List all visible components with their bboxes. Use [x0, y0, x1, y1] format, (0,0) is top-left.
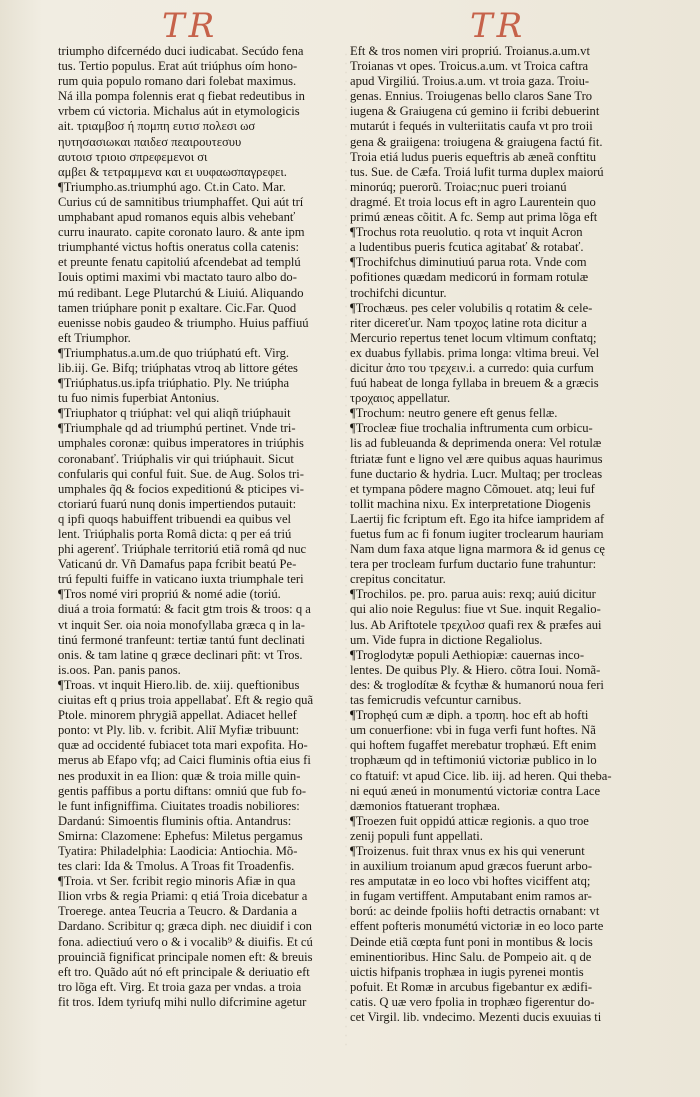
- text-line: in fugam vertiffent. Amputabant enim ramos ar-: [350, 889, 592, 904]
- text-line: des: & troglodítæ & fcythæ & humanorú noua feri: [350, 677, 604, 692]
- text-line: onis. & tam latine q græce declinari pñt: vt Tros.: [58, 647, 303, 662]
- text-line: Troerege. antea Teucria a Teucro. & Dardania a: [58, 904, 297, 919]
- text-line: Nam dum faxa atque ligna marmora & id genus cę: [350, 542, 605, 557]
- text-line: umphales q̃q & focios expeditionú & pticipes vi-: [58, 481, 304, 496]
- text-line: αμβει & τετραμμενα και ει υυφαωσπαγρεφει.: [58, 164, 287, 179]
- text-line: pofuit. Et Romæ in arcubus figebantur ex ædifi-: [350, 979, 593, 994]
- text-line: um. Vide fupra in dictione Regaliolus.: [350, 632, 543, 647]
- text-line: Curius cú de samnitibus triumphaffet. Qui aút trí: [58, 194, 304, 209]
- text-line: eminentioribus. Hinc Salu. de Pompeio ait. q de: [350, 949, 592, 964]
- text-line: triumpho difcernédo duci iudicabat. Secúdo fena: [58, 44, 304, 58]
- text-line: ¶Trochilos. pe. pro. parua auis: rexq; auiú dicitur: [350, 587, 596, 602]
- text-line: Smirna: Clazomene: Ephefus: Miletus pergamus: [58, 828, 303, 843]
- text-line: ¶Tros nomé viri propriú & nomé adie (toriú.: [58, 587, 281, 602]
- text-line: vt inquit Ser. oia noia monofyllaba græca q in la-: [58, 617, 305, 632]
- text-line: prouinciã fignificat principale nomen eft: & breuis: [58, 949, 313, 964]
- text-line: Troia etiá ludus pueris equeftris ab æneã conftitu: [350, 149, 597, 164]
- text-line: et preunte fenatu capitoliú afcendebat ad templú: [58, 255, 301, 270]
- text-line: τροχαιος appellatur.: [350, 391, 451, 406]
- text-line: coronabanť. Triúphalis vir qui triúphauit. Sicut: [58, 451, 294, 466]
- text-line: ¶Triumphale qd ad triumphú pertinet. Vnde tri-: [58, 421, 296, 436]
- text-line: ni equú æneú in monumentú victoriæ contra Lace: [350, 783, 601, 798]
- text-line: vrbem cú victoria. Michalus aút in etymologicis: [58, 104, 300, 119]
- text-line: lis ad fubleuanda & deprimenda onera: Vel rotulæ: [350, 436, 602, 451]
- text-line: fuú habeat de longa fyllaba in breuem & a græcis: [350, 376, 599, 391]
- text-line: gena & graiigena: troiugena & graiugena factú fit.: [350, 134, 603, 149]
- text-line: dicitur ἀπο του τρεχειν.i. a curredo: quia curfum: [350, 360, 594, 375]
- text-line: ¶Triumpho.as.triumphú ago. Ct.in Cato. Mar.: [58, 179, 286, 194]
- text-line: confularis qui conful fuit. Sue. de Aug. Solos tri-: [58, 466, 304, 481]
- text-line: ¶Trophęú cum æ diph. a τροπη. hoc eft ab hofti: [350, 708, 589, 723]
- text-line: crepitus concitatur.: [350, 572, 446, 587]
- text-line: lent. Triúphalis porta Româ dicta: q per eá triú: [58, 527, 292, 541]
- text-line: gentis paffibus a portu diftans: omniú que fub fo-: [58, 783, 307, 798]
- text-line: ¶Troia. vt Ser. fcribit regio minoris Afiæ in qua: [58, 874, 296, 889]
- text-line: fit tros. Idem tyriufq mihi nullo difcrimine agetur: [58, 994, 307, 1009]
- text-line: Tyatira: Philadelphia: Laodicia: Antiochia. Mõ-: [58, 843, 298, 858]
- text-line: zenij populi funt appellati.: [350, 828, 483, 843]
- text-line: le funt infigniffima. Ciuitates troadis nobiliores:: [58, 798, 300, 813]
- text-line: trochifchi dicuntur.: [350, 285, 447, 300]
- text-line: nes produxit in ea Ilion: quæ & troia mille quin-: [58, 768, 301, 783]
- text-line: Troianas vt opes. Troicus.a.um. vt Troica caftra: [350, 59, 589, 74]
- text-line: effent pofteris monumétú victoriæ in eo loco parte: [350, 919, 604, 934]
- text-line: apud Virgiliú. Troius.a.um. vt troia gaza. Troiu-: [350, 74, 590, 89]
- text-line: uictis hifpanis trophæa in iugis pyrenei montis: [350, 964, 584, 979]
- text-line: lib.iij. Ge. Bifq; triúphatas vtroq ab littore gétes: [58, 360, 298, 375]
- text-line: tinú fermoné tranfeunt: tertiæ tantú funt declinati: [58, 632, 305, 647]
- text-line: lus. Ab Ariftotele τρεχιλοσ quafi rex & præfes aui: [350, 617, 602, 632]
- text-line: diuá a troia formatú: & facit gtm trois & troos: q a: [58, 602, 311, 617]
- text-line: curru inaurato. capite coronato lauro. & ante ipm: [58, 225, 305, 240]
- text-line: umphales coronæ: quibus imperatores in triúphis: [58, 436, 304, 451]
- text-line: ború: ac deinde fpoliis hofti detractis ornabant: vt: [350, 904, 600, 919]
- text-line: umphabant apud romanos equis albis vehebanť: [58, 210, 296, 225]
- text-line: Dardanú: Simoentis fluminis oftia. Antandrus:: [58, 813, 292, 828]
- text-line: dæmonios ftatuerant trophæa.: [350, 798, 501, 813]
- text-line: Mercurio repertus tenet locum vltimum conftatq;: [350, 330, 597, 345]
- text-line: dragmé. Et troia locus eft in agro Laurentein quo: [350, 194, 596, 209]
- text-line: riter dicereťur. Nam τροχος latine rota dicitur a: [350, 315, 587, 330]
- text-line: triumphanté victus hoftis oneratus colla catenis:: [58, 240, 299, 255]
- text-line: q ipfi quoqs habuiffent tribuendi ea quibus vel: [58, 511, 292, 526]
- text-line: tamen triúphare ponit p exaltare. Cic.Far. Quod: [58, 300, 297, 315]
- running-head-right: TR: [470, 6, 527, 46]
- text-line: res amputatæ in eo loco vbi hoftes viciffent atq;: [350, 874, 591, 889]
- text-line: eft Triumphor.: [58, 330, 131, 345]
- text-line: trú fepulti fuiffe in vaticano iuxta triumphale teri: [58, 572, 304, 587]
- text-line: cet Virgil. lib. vndecimo. Mezenti ducis exuuias ti: [350, 1010, 602, 1024]
- text-line: ¶Troizenus. fuit thrax vnus ex his qui venerunt: [350, 843, 585, 858]
- text-line: ponto: vt Ply. lib. v. fcribit. Aliĭ Myfiæ tribuunt:: [58, 723, 300, 738]
- text-line: Ilion vrbs & regia Priami: q etiá Troia dicebatur a: [58, 889, 308, 904]
- text-line: fuetus fum ac fi fonum iugiter troclearum hauriam: [350, 527, 604, 541]
- text-line: tus. Tertio populus. Erat aút triúphus oím hono-: [58, 59, 298, 74]
- text-line: primú æneas cõitit. A fc. Semp aut prima lõga eft: [350, 210, 598, 225]
- text-line: ¶Triumphatus.a.um.de quo triúphatú eft. Virg.: [58, 345, 290, 360]
- text-line: um conuerfione: vbi in fuga verfi funt hoftes. Nã: [350, 723, 596, 738]
- text-line: tera per trocleam furfum ductario fune trahuntur:: [350, 557, 597, 572]
- text-line: et tympana pôdere magno Cõmouet. atq; leui fuf: [350, 481, 595, 496]
- text-line: ¶Troglodytæ populi Aethiopiæ: cauernas inco-: [350, 647, 585, 662]
- text-line: genas. Ennius. Troiugenas bello claros Sane Tro: [350, 89, 593, 104]
- text-line: qui hoftem fugaffet merebatur trophæú. Eft enim: [350, 738, 597, 753]
- text-line: ¶Trochifchus diminutiuú parua rota. Vnde com: [350, 255, 587, 270]
- text-line: lentes. De quibus Ply. & Hiero. cõtra Ioui. Nomã-: [350, 662, 601, 677]
- text-line: a ludentibus pueris fcutica agitabať & rotabať.: [350, 240, 584, 255]
- text-line: ¶Triuphator q triúphat: vel qui aliqñ triúphauit: [58, 406, 291, 421]
- text-line: eft tro. Quãdo aút nó eft principale & deriuatio eft: [58, 964, 310, 979]
- text-line: ηυτησασιωκαι παιδεσ πεαιρουτεσυυ: [58, 134, 242, 149]
- text-line: fune ductario & hydria. Lucr. Multaq; per trocleas: [350, 466, 603, 481]
- text-line: mú redibant. Lege Plutarchú & Liuiú. Aliquando: [58, 285, 304, 300]
- text-line: ftriatæ funt e ligno vel ære quibus aquas haurimus: [350, 451, 603, 466]
- text-line: minorúq; puerorũ. Troiac;nuc pueri troianú: [350, 179, 567, 194]
- text-line: Ná illa pompa folennis erat q fiebat redeutibus in: [58, 89, 305, 104]
- text-line: ¶Triúphatus.us.ipfa triúphatio. Ply. Ne triúpha: [58, 376, 290, 391]
- text-line: Vaticanú dr. Vñ Damafus papa fcribit beatú Pe-: [58, 557, 297, 572]
- text-line: Dardano. Scribitur q; græca diph. nec diuidif i con: [58, 919, 312, 934]
- text-line: tes clari: Ida & Tmolus. A Troas fit Troadenfis.: [58, 859, 295, 874]
- text-line: merus ab Efapo vfq; ad Caici fluminis oftia eius fi: [58, 753, 311, 768]
- text-line: Deinde etiã cœpta funt poni in montibus & locis: [350, 934, 593, 949]
- text-line: Eft & tros nomen viri propriú. Troianus.a.um.vt: [350, 44, 590, 58]
- text-line: ciuitas eft q prius troia appellabať. Eft & regio quã: [58, 693, 314, 708]
- text-line: ¶Trochæus. pes celer volubilis q rotatim & cele-: [350, 300, 593, 315]
- text-line: ait. τριαμβοσ ή πομπη ευτισ πολεσι ωσ: [58, 119, 256, 134]
- text-line: catis. Q uæ vero fpolia in trophæo figerentur do-: [350, 994, 595, 1009]
- text-column-right: [350, 44, 660, 1025]
- text-line: ¶Troezen fuit oppidú atticæ regionis. a quo troe: [350, 813, 589, 828]
- text-line: is.oos. Pan. panis panos.: [58, 662, 181, 677]
- text-line: iugena & Graiugena cú gemino ii fcribi debuerint: [350, 104, 600, 119]
- text-line: ¶Trochus rota reuolutio. q rota vt inquit Acron: [350, 225, 583, 240]
- text-line: tas femicrudis vefcuntur carnibus.: [350, 693, 522, 708]
- text-line: tu fuo nimis fuperbiat Antonius.: [58, 391, 220, 406]
- text-line: euenisse nobis gaudeo & triumpho. Huius paffiuú: [58, 315, 309, 330]
- text-line: trophæum qd in teftimoniú victoriæ publico in lo: [350, 753, 597, 768]
- text-line: Ptole. minorem phrygiã appellat. Adiacet hellef: [58, 708, 297, 723]
- text-line: in auxilium troianum apud græcos fuerunt arbo-: [350, 859, 593, 874]
- text-line: tro lõga eft. Virg. Et troia gaza per vndas. a troia: [58, 979, 302, 994]
- text-line: fona. adiectiuú vero o & i vocalib⁹ & diuifis. Et cú: [58, 934, 313, 949]
- text-line: rum quia populo romano dari folebat maximus.: [58, 74, 297, 89]
- text-line: ctoriarú fuarú nunq donis impertiendos putauit:: [58, 496, 297, 511]
- text-line: ¶Trocleæ fiue trochalia inftrumenta cum orbicu-: [350, 421, 593, 436]
- text-line: ¶Trochum: neutro genere eft genus fellæ.: [350, 406, 558, 421]
- column-gutter: [344, 50, 348, 1050]
- text-line: pofitiones quædam medicorú in formam rotulæ: [350, 270, 589, 285]
- text-line: ¶Troas. vt inquit Hiero.lib. de. xiij. queftionibus: [58, 677, 300, 692]
- text-line: αυτοισ τριοιο σπρεφεμενοι σι: [58, 149, 208, 164]
- text-line: mutarút i fequés in vulteriitatis caufa vt pro troii: [350, 119, 593, 134]
- text-line: quæ ad occidenté fubiacet tota mari expofita. Ho-: [58, 738, 308, 753]
- text-line: qui alio noie Regulus: fiue vt Sue. inquit Regalio-: [350, 602, 601, 617]
- text-line: Laertij fic fcriptum eft. Ego ita hifce iampridem af: [350, 511, 605, 526]
- text-line: co ftatuif: vt apud Cice. lib. iij. ad heren. Qui theba-: [350, 768, 612, 783]
- text-line: Iouis optimi maximi vbi mactato tauro albo do-: [58, 270, 297, 285]
- text-line: tus. Sue. de Cæfa. Troiá lufit turma duplex maiorú: [350, 164, 604, 179]
- running-head-left: TR: [162, 6, 219, 46]
- text-column-left: [58, 44, 344, 1010]
- text-line: phi agerenť. Triúphale territoriú etiã româ qd nuc: [58, 542, 307, 557]
- text-line: tollit machina nixu. Ex interpretatione Diogenis: [350, 496, 591, 511]
- text-line: ex duabus fyllabis. prima longa: vltima breui. Vel: [350, 345, 600, 360]
